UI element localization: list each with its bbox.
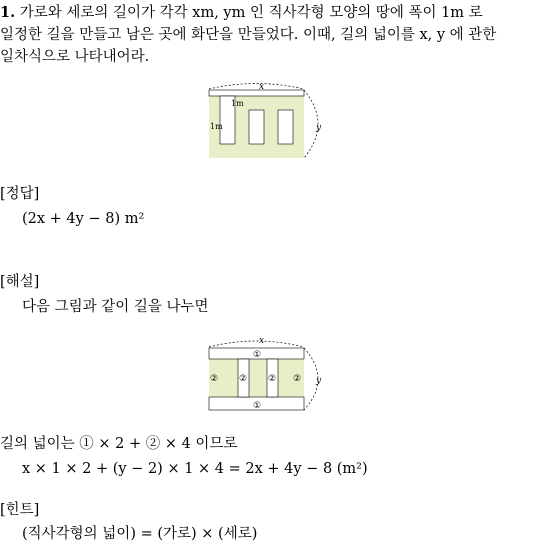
problem-number: 1. bbox=[0, 4, 16, 21]
explanation-calculation: x × 1 × 2 + (y − 2) × 1 × 4 = 2x + 4y − 8 (m²) bbox=[22, 461, 368, 477]
y-label-2: y bbox=[316, 376, 322, 386]
mark-1-top: ① bbox=[253, 350, 262, 360]
mark-2-b: ② bbox=[268, 374, 277, 384]
hint-header: [힌트] bbox=[0, 502, 40, 518]
road-vertical-2 bbox=[249, 110, 264, 144]
figure-1-diagram bbox=[204, 80, 334, 162]
hint-formula: (직사각형의 넓이) = (가로) × (세로) bbox=[22, 526, 258, 542]
mark-1-bottom: ① bbox=[253, 401, 262, 411]
road-top bbox=[209, 90, 304, 96]
problem-text-1: 가로와 세로의 길이가 각각 xm, ym 인 직사각형 모양의 땅에 폭이 1m 로 bbox=[19, 5, 483, 21]
answer-expression: (2x + 4y − 8) m² bbox=[22, 211, 145, 227]
mark-2-right: ② bbox=[293, 374, 302, 384]
y-label: y bbox=[316, 123, 322, 133]
side-width-label: 1m bbox=[210, 122, 223, 131]
problem-text-3: 일차식으로 나타내어라. bbox=[0, 49, 150, 65]
explanation-header: [해설] bbox=[0, 274, 40, 290]
mark-2-left: ② bbox=[210, 374, 219, 384]
mark-2-a: ② bbox=[239, 374, 248, 384]
answer-header: [정답] bbox=[0, 186, 40, 202]
x-label-2: x bbox=[259, 336, 265, 346]
x-dimension-arc-2 bbox=[209, 341, 304, 347]
figure-2-diagram bbox=[204, 333, 334, 413]
explanation-area-line: 길의 넓이는 ① × 2 + ② × 4 이므로 bbox=[0, 436, 238, 452]
top-width-label: 1m bbox=[231, 99, 244, 108]
problem-line-1 bbox=[0, 6, 483, 21]
problem-text-2: 일정한 길을 만들고 남은 곳에 화단을 만들었다. 이때, 길의 넓이를 x, y 에 관한 bbox=[0, 27, 497, 43]
x-dimension-arc bbox=[209, 84, 304, 90]
explanation-intro: 다음 그림과 같이 길을 나누면 bbox=[22, 299, 209, 315]
x-label: x bbox=[259, 82, 265, 92]
road-vertical-3 bbox=[278, 110, 293, 144]
